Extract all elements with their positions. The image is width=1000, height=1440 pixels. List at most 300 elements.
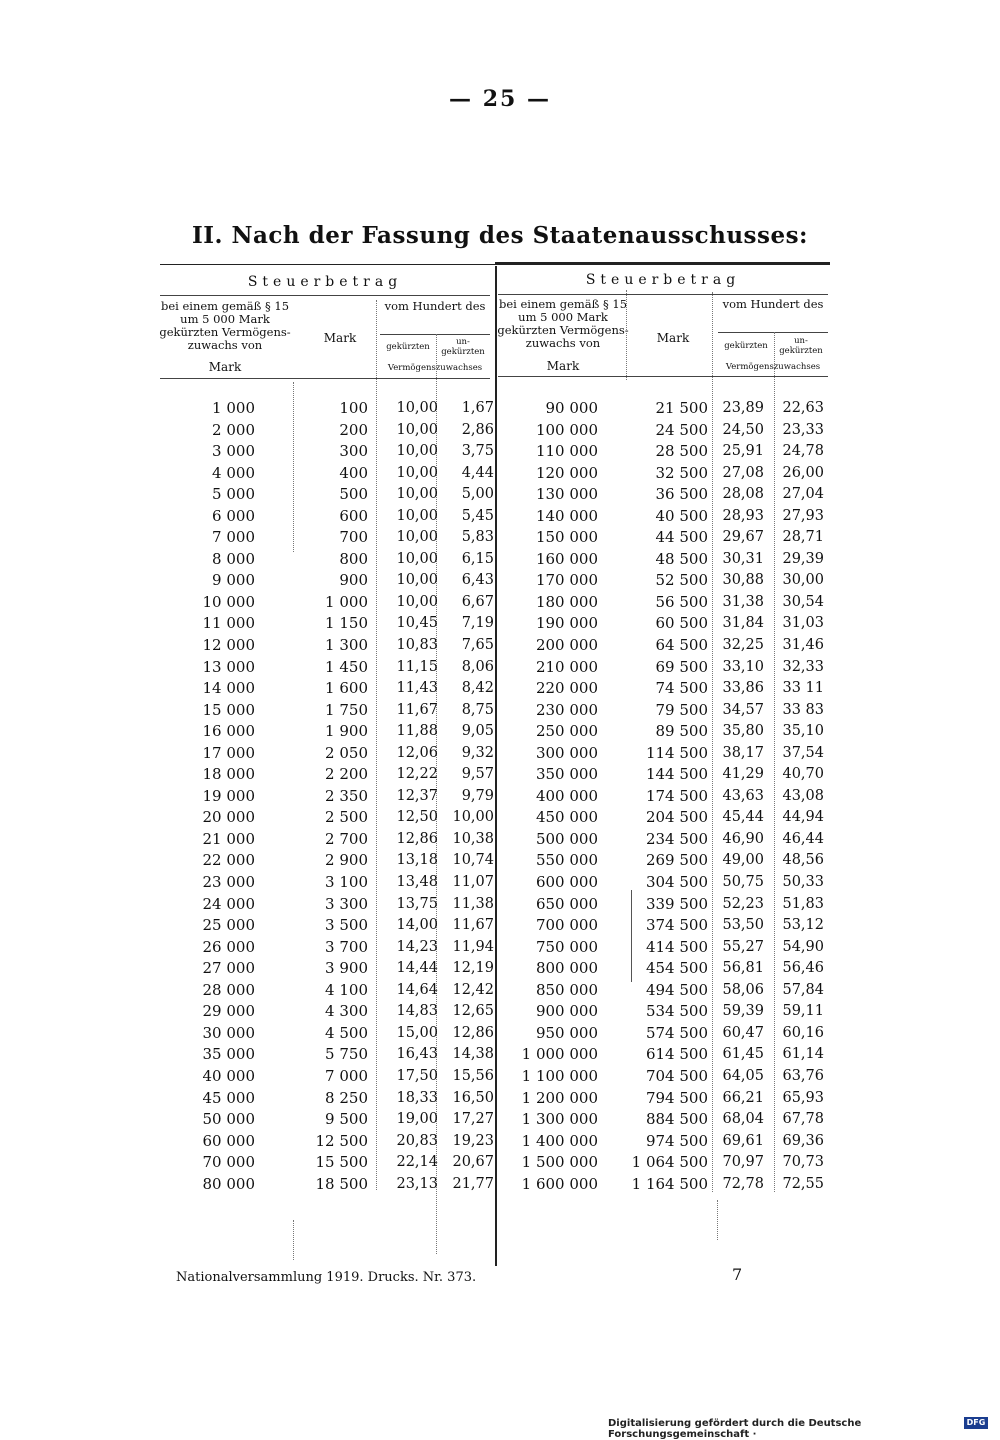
percent-unreduced-cell: 9,32 xyxy=(461,744,494,761)
table-row xyxy=(498,463,824,485)
table-row xyxy=(160,527,494,549)
percent-reduced-cell: 14,23 xyxy=(396,938,438,955)
percent-reduced-cell: 10,00 xyxy=(396,529,438,546)
percent-reduced-cell: 66,21 xyxy=(722,1089,764,1106)
percent-reduced-cell: 10,00 xyxy=(396,400,438,416)
table-row xyxy=(160,872,494,894)
base-amount-cell: 900 000 xyxy=(535,1002,598,1021)
tax-amount-cell: 900 xyxy=(339,571,368,590)
tax-amount-cell: 974 500 xyxy=(645,1131,708,1150)
tax-amount-cell: 614 500 xyxy=(645,1045,708,1064)
percent-unreduced-cell: 50,33 xyxy=(782,874,824,891)
base-amount-cell: 200 000 xyxy=(535,636,598,655)
left-col-base-unit: Mark xyxy=(208,360,242,374)
tax-amount-cell: 600 xyxy=(339,506,368,525)
percent-unreduced-cell: 9,57 xyxy=(461,766,494,783)
table-row xyxy=(160,441,494,463)
base-amount-cell: 400 000 xyxy=(535,786,598,805)
table-row xyxy=(498,678,824,700)
percent-reduced-cell: 10,00 xyxy=(396,507,438,524)
percent-unreduced-cell: 11,94 xyxy=(452,938,494,955)
tax-amount-cell: 56 500 xyxy=(655,592,708,611)
percent-reduced-cell: 53,50 xyxy=(722,917,764,934)
table-row xyxy=(160,635,494,657)
tax-amount-cell: 9 500 xyxy=(325,1110,368,1129)
base-amount-cell: 25 000 xyxy=(202,916,255,935)
percent-reduced-cell: 10,00 xyxy=(396,572,438,589)
table-row xyxy=(498,872,824,894)
percent-reduced-cell: 61,45 xyxy=(722,1046,764,1063)
base-amount-cell: 40 000 xyxy=(202,1066,255,1085)
base-amount-cell: 150 000 xyxy=(535,528,598,547)
table-row xyxy=(160,1109,494,1131)
base-amount-cell: 7 000 xyxy=(212,528,255,547)
percent-reduced-cell: 49,00 xyxy=(722,852,764,869)
percent-unreduced-cell: 69,36 xyxy=(782,1132,824,1149)
right-col-base-header: bei einem gemäß § 15 um 5 000 Mark gekürzten Vermögens-zuwachs von xyxy=(497,297,629,350)
base-amount-cell: 1 000 xyxy=(212,399,255,417)
base-amount-cell: 800 000 xyxy=(535,959,598,978)
table-row xyxy=(160,894,494,916)
tax-amount-cell: 4 500 xyxy=(325,1023,368,1042)
percent-reduced-cell: 23,13 xyxy=(396,1175,438,1192)
base-amount-cell: 29 000 xyxy=(202,1002,255,1021)
percent-reduced-cell: 14,83 xyxy=(396,1003,438,1020)
tax-amount-cell: 21 500 xyxy=(655,399,708,417)
tax-amount-cell: 18 500 xyxy=(315,1174,368,1193)
base-amount-cell: 1 500 000 xyxy=(521,1153,598,1172)
percent-unreduced-cell: 20,67 xyxy=(452,1154,494,1171)
percent-unreduced-cell: 27,93 xyxy=(782,507,824,524)
percent-reduced-cell: 10,83 xyxy=(396,637,438,654)
table-row xyxy=(160,700,494,722)
percent-unreduced-cell: 53,12 xyxy=(782,917,824,934)
base-amount-cell: 20 000 xyxy=(202,808,255,827)
base-amount-cell: 140 000 xyxy=(535,506,598,525)
tax-amount-cell: 44 500 xyxy=(655,528,708,547)
base-amount-cell: 17 000 xyxy=(202,743,255,762)
base-amount-cell: 1 300 000 xyxy=(521,1110,598,1129)
percent-unreduced-cell: 3,75 xyxy=(461,443,494,460)
dfg-logo: DFG xyxy=(964,1417,988,1429)
table-row xyxy=(498,743,824,765)
percent-unreduced-cell: 6,67 xyxy=(461,593,494,610)
table-row xyxy=(498,441,824,463)
left-col-reduced-header: gekürzten xyxy=(386,342,430,352)
tax-amount-cell: 28 500 xyxy=(655,442,708,461)
tax-amount-cell: 1 750 xyxy=(325,700,368,719)
right-col-tax-header: Mark xyxy=(656,331,690,345)
tax-amount-cell: 2 500 xyxy=(325,808,368,827)
percent-reduced-cell: 68,04 xyxy=(722,1111,764,1128)
base-amount-cell: 210 000 xyxy=(535,657,598,676)
table-row xyxy=(160,549,494,571)
left-col-tax-header: Mark xyxy=(323,331,357,345)
percent-reduced-cell: 72,78 xyxy=(722,1175,764,1192)
percent-unreduced-cell: 22,63 xyxy=(782,400,824,416)
percent-unreduced-cell: 70,73 xyxy=(782,1154,824,1171)
percent-reduced-cell: 32,25 xyxy=(722,637,764,654)
tax-amount-cell: 400 xyxy=(339,463,368,482)
table-row xyxy=(498,1088,824,1110)
percent-reduced-cell: 19,00 xyxy=(396,1111,438,1128)
tax-amount-cell: 884 500 xyxy=(645,1110,708,1129)
table-row xyxy=(160,506,494,528)
right-col-percent-footer: Vermögenszuwachses xyxy=(725,362,821,372)
table-row xyxy=(498,700,824,722)
tax-amount-cell: 1 450 xyxy=(325,657,368,676)
percent-unreduced-cell: 7,65 xyxy=(461,637,494,654)
base-amount-cell: 30 000 xyxy=(202,1023,255,1042)
source-footnote: Nationalversammlung 1919. Drucks. Nr. 373. xyxy=(176,1270,477,1285)
base-amount-cell: 600 000 xyxy=(535,873,598,892)
table-row xyxy=(498,1109,824,1131)
percent-reduced-cell: 58,06 xyxy=(722,981,764,998)
table-row xyxy=(160,463,494,485)
table-row xyxy=(498,484,824,506)
base-amount-cell: 80 000 xyxy=(202,1174,255,1193)
right-group-rule xyxy=(498,294,828,295)
table-row xyxy=(498,786,824,808)
tax-amount-cell: 69 500 xyxy=(655,657,708,676)
percent-reduced-cell: 24,50 xyxy=(722,421,764,438)
tax-amount-cell: 794 500 xyxy=(645,1088,708,1107)
percent-unreduced-cell: 12,86 xyxy=(452,1024,494,1041)
base-amount-cell: 6 000 xyxy=(212,506,255,525)
percent-unreduced-cell: 10,74 xyxy=(452,852,494,869)
tax-amount-cell: 800 xyxy=(339,549,368,568)
tax-amount-cell: 5 750 xyxy=(325,1045,368,1064)
left-col-sep-1b xyxy=(293,1220,294,1260)
table-top-rule xyxy=(160,264,830,265)
tax-amount-cell: 79 500 xyxy=(655,700,708,719)
tax-amount-cell: 3 900 xyxy=(325,959,368,978)
table-row xyxy=(160,786,494,808)
right-percent-rule xyxy=(718,332,828,333)
base-amount-cell: 650 000 xyxy=(535,894,598,913)
percent-reduced-cell: 45,44 xyxy=(722,809,764,826)
tax-amount-cell: 1 300 xyxy=(325,636,368,655)
tax-amount-cell: 414 500 xyxy=(645,937,708,956)
table-row xyxy=(160,829,494,851)
percent-reduced-cell: 11,67 xyxy=(396,701,438,718)
percent-unreduced-cell: 30,00 xyxy=(782,572,824,589)
base-amount-cell: 1 100 000 xyxy=(521,1066,598,1085)
percent-unreduced-cell: 51,83 xyxy=(782,895,824,912)
base-amount-cell: 70 000 xyxy=(202,1153,255,1172)
tax-amount-cell: 60 500 xyxy=(655,614,708,633)
percent-reduced-cell: 27,08 xyxy=(722,464,764,481)
base-amount-cell: 3 000 xyxy=(212,442,255,461)
tax-amount-cell: 494 500 xyxy=(645,980,708,999)
tax-amount-cell: 2 700 xyxy=(325,829,368,848)
percent-unreduced-cell: 5,45 xyxy=(461,507,494,524)
tax-amount-cell: 32 500 xyxy=(655,463,708,482)
tax-amount-cell: 3 700 xyxy=(325,937,368,956)
percent-reduced-cell: 10,00 xyxy=(396,550,438,567)
percent-reduced-cell: 56,81 xyxy=(722,960,764,977)
tax-amount-cell: 1 600 xyxy=(325,679,368,698)
digitization-credit: Digitalisierung gefördert durch die Deutsche Forschungsgemeinschaft · xyxy=(608,1418,862,1440)
percent-unreduced-cell: 5,00 xyxy=(461,486,494,503)
percent-reduced-cell: 31,38 xyxy=(722,593,764,610)
base-amount-cell: 850 000 xyxy=(535,980,598,999)
tax-amount-cell: 500 xyxy=(339,485,368,504)
tax-amount-cell: 144 500 xyxy=(645,765,708,784)
table-row xyxy=(160,743,494,765)
percent-unreduced-cell: 4,44 xyxy=(461,464,494,481)
table-row xyxy=(498,613,824,635)
percent-unreduced-cell: 10,00 xyxy=(452,809,494,826)
base-amount-cell: 120 000 xyxy=(535,463,598,482)
percent-reduced-cell: 12,37 xyxy=(396,787,438,804)
tax-amount-cell: 36 500 xyxy=(655,485,708,504)
base-amount-cell: 950 000 xyxy=(535,1023,598,1042)
percent-unreduced-cell: 32,33 xyxy=(782,658,824,675)
left-percent-rule xyxy=(380,334,490,335)
percent-unreduced-cell: 23,33 xyxy=(782,421,824,438)
base-amount-cell: 300 000 xyxy=(535,743,598,762)
percent-reduced-cell: 38,17 xyxy=(722,744,764,761)
base-amount-cell: 8 000 xyxy=(212,549,255,568)
percent-reduced-cell: 28,08 xyxy=(722,486,764,503)
percent-reduced-cell: 10,00 xyxy=(396,486,438,503)
table-row xyxy=(160,657,494,679)
percent-reduced-cell: 12,86 xyxy=(396,830,438,847)
percent-reduced-cell: 31,84 xyxy=(722,615,764,632)
base-amount-cell: 130 000 xyxy=(535,485,598,504)
percent-unreduced-cell: 9,05 xyxy=(461,723,494,740)
percent-reduced-cell: 15,00 xyxy=(396,1024,438,1041)
tax-amount-cell: 1 064 500 xyxy=(631,1153,708,1172)
percent-reduced-cell: 10,00 xyxy=(396,464,438,481)
base-amount-cell: 24 000 xyxy=(202,894,255,913)
percent-reduced-cell: 34,57 xyxy=(722,701,764,718)
percent-reduced-cell: 10,00 xyxy=(396,443,438,460)
percent-unreduced-cell: 61,14 xyxy=(782,1046,824,1063)
tax-amount-cell: 2 200 xyxy=(325,765,368,784)
percent-reduced-cell: 43,63 xyxy=(722,787,764,804)
percent-unreduced-cell: 40,70 xyxy=(782,766,824,783)
base-amount-cell: 27 000 xyxy=(202,959,255,978)
tax-amount-cell: 204 500 xyxy=(645,808,708,827)
section-heading: II. Nach der Fassung des Staatenausschusses: xyxy=(191,222,809,249)
percent-unreduced-cell: 5,83 xyxy=(461,529,494,546)
left-col-percent-footer: Vermögenszuwachses xyxy=(387,363,483,373)
tax-amount-cell: 1 150 xyxy=(325,614,368,633)
left-col-unreduced-header: un-gekürzten xyxy=(441,337,485,357)
base-amount-cell: 21 000 xyxy=(202,829,255,848)
table-row xyxy=(498,958,824,980)
base-amount-cell: 9 000 xyxy=(212,571,255,590)
table-row xyxy=(498,527,824,549)
table-row xyxy=(498,721,824,743)
tax-amount-cell: 7 000 xyxy=(325,1066,368,1085)
tax-amount-cell: 52 500 xyxy=(655,571,708,590)
tax-amount-cell: 704 500 xyxy=(645,1066,708,1085)
percent-unreduced-cell: 63,76 xyxy=(782,1067,824,1084)
percent-unreduced-cell: 2,86 xyxy=(461,421,494,438)
base-amount-cell: 230 000 xyxy=(535,700,598,719)
table-row xyxy=(160,1131,494,1153)
percent-unreduced-cell: 10,38 xyxy=(452,830,494,847)
base-amount-cell: 750 000 xyxy=(535,937,598,956)
percent-unreduced-cell: 15,56 xyxy=(452,1067,494,1084)
percent-unreduced-cell: 72,55 xyxy=(782,1175,824,1192)
tax-amount-cell: 2 900 xyxy=(325,851,368,870)
table-row xyxy=(498,937,824,959)
table-row xyxy=(498,592,824,614)
percent-unreduced-cell: 17,27 xyxy=(452,1111,494,1128)
base-amount-cell: 550 000 xyxy=(535,851,598,870)
sheet-number: 7 xyxy=(732,1265,743,1284)
table-row xyxy=(160,420,494,442)
tax-amount-cell: 534 500 xyxy=(645,1002,708,1021)
left-col-base-header: bei einem gemäß § 15 um 5 000 Mark gekürzten Vermögens-zuwachs von xyxy=(159,299,291,352)
base-amount-cell: 1 600 000 xyxy=(521,1174,598,1193)
table-row xyxy=(160,398,494,420)
percent-reduced-cell: 12,50 xyxy=(396,809,438,826)
tax-amount-cell: 700 xyxy=(339,528,368,547)
table-row xyxy=(160,958,494,980)
percent-unreduced-cell: 7,19 xyxy=(461,615,494,632)
percent-reduced-cell: 30,31 xyxy=(722,550,764,567)
percent-unreduced-cell: 65,93 xyxy=(782,1089,824,1106)
table-row xyxy=(160,678,494,700)
tax-amount-cell: 234 500 xyxy=(645,829,708,848)
base-amount-cell: 4 000 xyxy=(212,463,255,482)
percent-unreduced-cell: 8,06 xyxy=(461,658,494,675)
base-amount-cell: 19 000 xyxy=(202,786,255,805)
table-row xyxy=(160,1044,494,1066)
percent-unreduced-cell: 12,65 xyxy=(452,1003,494,1020)
percent-unreduced-cell: 21,77 xyxy=(452,1175,494,1192)
percent-unreduced-cell: 24,78 xyxy=(782,443,824,460)
percent-reduced-cell: 41,29 xyxy=(722,766,764,783)
tax-amount-cell: 114 500 xyxy=(645,743,708,762)
base-amount-cell: 180 000 xyxy=(535,592,598,611)
left-col-percent-header: vom Hundert des xyxy=(384,299,486,313)
table-row xyxy=(498,420,824,442)
percent-unreduced-cell: 14,38 xyxy=(452,1046,494,1063)
tax-amount-cell: 2 350 xyxy=(325,786,368,805)
percent-reduced-cell: 14,44 xyxy=(396,960,438,977)
percent-reduced-cell: 28,93 xyxy=(722,507,764,524)
percent-unreduced-cell: 33 83 xyxy=(782,701,824,718)
percent-reduced-cell: 59,39 xyxy=(722,1003,764,1020)
table-row xyxy=(498,657,824,679)
table-row xyxy=(498,894,824,916)
base-amount-cell: 250 000 xyxy=(535,722,598,741)
tax-amount-cell: 3 300 xyxy=(325,894,368,913)
left-tax-table xyxy=(160,398,494,1195)
percent-reduced-cell: 14,64 xyxy=(396,981,438,998)
percent-unreduced-cell: 33 11 xyxy=(782,680,824,697)
percent-reduced-cell: 50,75 xyxy=(722,874,764,891)
table-row xyxy=(160,1066,494,1088)
base-amount-cell: 100 000 xyxy=(535,420,598,439)
percent-unreduced-cell: 54,90 xyxy=(782,938,824,955)
percent-reduced-cell: 69,61 xyxy=(722,1132,764,1149)
table-row xyxy=(498,1044,824,1066)
percent-unreduced-cell: 44,94 xyxy=(782,809,824,826)
table-row xyxy=(160,937,494,959)
percent-reduced-cell: 13,48 xyxy=(396,874,438,891)
tax-amount-cell: 12 500 xyxy=(315,1131,368,1150)
table-row xyxy=(160,1174,494,1196)
base-amount-cell: 450 000 xyxy=(535,808,598,827)
base-amount-cell: 60 000 xyxy=(202,1131,255,1150)
percent-unreduced-cell: 12,42 xyxy=(452,981,494,998)
tax-amount-cell: 3 500 xyxy=(325,916,368,935)
base-amount-cell: 1 000 000 xyxy=(521,1045,598,1064)
percent-unreduced-cell: 31,03 xyxy=(782,615,824,632)
percent-reduced-cell: 70,97 xyxy=(722,1154,764,1171)
base-amount-cell: 350 000 xyxy=(535,765,598,784)
table-row xyxy=(498,1152,824,1174)
table-row xyxy=(160,1088,494,1110)
percent-reduced-cell: 11,15 xyxy=(396,658,438,675)
percent-unreduced-cell: 31,46 xyxy=(782,637,824,654)
base-amount-cell: 23 000 xyxy=(202,873,255,892)
percent-unreduced-cell: 12,19 xyxy=(452,960,494,977)
table-row xyxy=(160,1152,494,1174)
percent-reduced-cell: 17,50 xyxy=(396,1067,438,1084)
base-amount-cell: 45 000 xyxy=(202,1088,255,1107)
tax-amount-cell: 374 500 xyxy=(645,916,708,935)
percent-unreduced-cell: 48,56 xyxy=(782,852,824,869)
percent-unreduced-cell: 26,00 xyxy=(782,464,824,481)
percent-reduced-cell: 12,06 xyxy=(396,744,438,761)
left-header-bottom-rule xyxy=(160,378,490,379)
left-group-rule xyxy=(160,295,490,296)
table-row xyxy=(160,484,494,506)
tax-amount-cell: 2 050 xyxy=(325,743,368,762)
percent-reduced-cell: 10,00 xyxy=(396,593,438,610)
percent-reduced-cell: 11,43 xyxy=(396,680,438,697)
table-row xyxy=(498,915,824,937)
table-row xyxy=(160,592,494,614)
table-row xyxy=(498,1066,824,1088)
percent-unreduced-cell: 46,44 xyxy=(782,830,824,847)
table-row xyxy=(160,613,494,635)
tax-amount-cell: 454 500 xyxy=(645,959,708,978)
base-amount-cell: 1 400 000 xyxy=(521,1131,598,1150)
base-amount-cell: 170 000 xyxy=(535,571,598,590)
page-number: — 25 — xyxy=(449,86,551,112)
tax-amount-cell: 89 500 xyxy=(655,722,708,741)
left-group-title: Steuerbetrag xyxy=(247,274,403,290)
base-amount-cell: 28 000 xyxy=(202,980,255,999)
table-row xyxy=(160,1001,494,1023)
percent-unreduced-cell: 6,43 xyxy=(461,572,494,589)
table-row xyxy=(498,1023,824,1045)
tax-amount-cell: 24 500 xyxy=(655,420,708,439)
table-row xyxy=(498,549,824,571)
percent-unreduced-cell: 11,38 xyxy=(452,895,494,912)
base-amount-cell: 16 000 xyxy=(202,722,255,741)
tax-amount-cell: 1 000 xyxy=(325,592,368,611)
tax-amount-cell: 300 xyxy=(339,442,368,461)
table-row xyxy=(498,506,824,528)
right-col-sep-1 xyxy=(626,290,627,380)
tax-amount-cell: 4 300 xyxy=(325,1002,368,1021)
table-row xyxy=(160,764,494,786)
percent-reduced-cell: 33,10 xyxy=(722,658,764,675)
percent-reduced-cell: 13,75 xyxy=(396,895,438,912)
base-amount-cell: 26 000 xyxy=(202,937,255,956)
base-amount-cell: 500 000 xyxy=(535,829,598,848)
